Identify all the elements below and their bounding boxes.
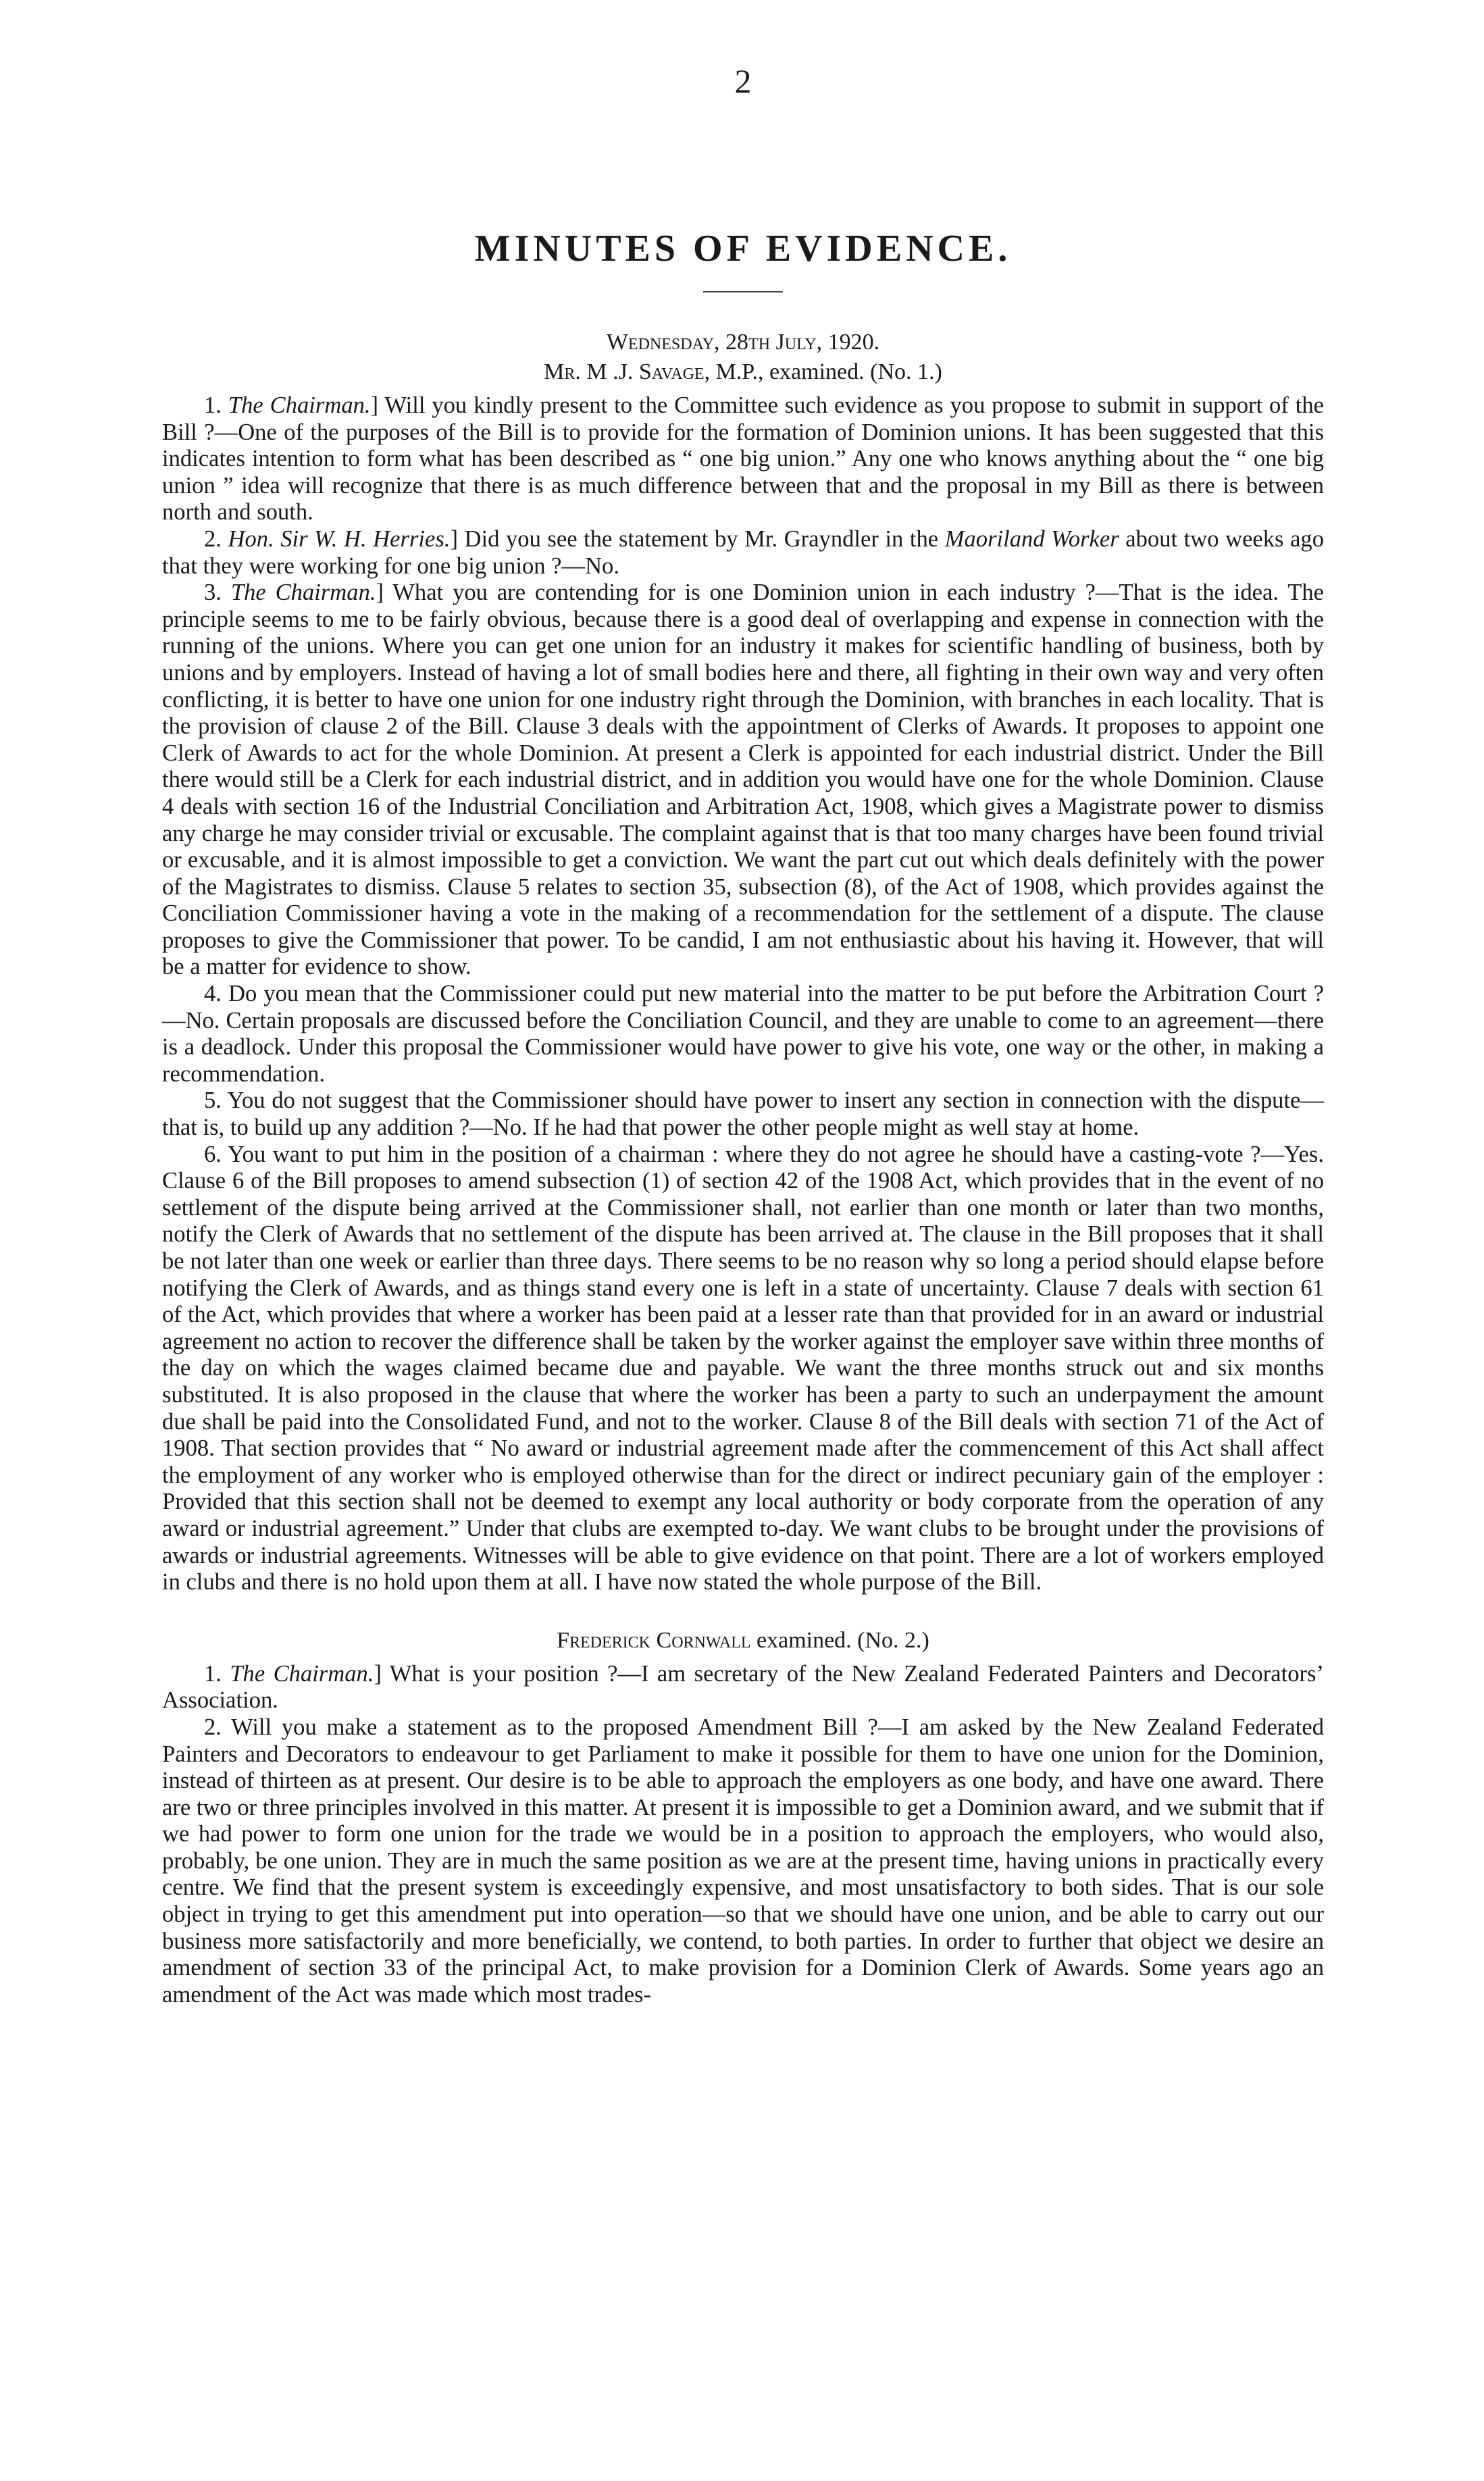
title-divider xyxy=(703,291,783,292)
witness-name: Frederick Cornwall xyxy=(557,1627,751,1653)
question-number: 2. xyxy=(204,526,222,552)
page-title: MINUTES OF EVIDENCE. xyxy=(474,228,1012,270)
witness-section-savage xyxy=(162,357,1324,1596)
witness-section-cornwall xyxy=(162,1626,1324,2009)
speaker: The Chairman. xyxy=(230,1660,374,1687)
paragraph-text: ] Did you see the statement by Mr. Grayndler in the xyxy=(450,526,945,552)
newspaper-title: Maoriland Worker xyxy=(944,526,1119,552)
paragraph-text: about two weeks ago that they were working for one big union ?—No. xyxy=(162,526,1324,579)
speaker: The Chairman. xyxy=(230,580,376,606)
paragraph-text: You do not suggest that the Commissioner should have power to insert any section in connection with the dispute—that is, to build up any addition ?—No. If he had that power the other people might as well stay at home. xyxy=(162,1088,1324,1141)
question-number: 1. xyxy=(204,392,222,418)
witness-heading-rest: examined. (No. 1.) xyxy=(763,359,942,384)
evidence-paragraph xyxy=(162,526,1324,580)
evidence-paragraph xyxy=(162,1142,1324,1596)
paragraph-text: You want to put him in the position of a chairman : where they do not agree he should have a casting-vote ?—Yes. Clause 6 of the Bill proposes to amend subsection (1) of section 42 of the 1908 Act, which provides that in the event of no settlement of the dispute being arrived at the Commissioner shall, not earlier than one month or later than two months, notify the Clerk of Awards that no settlement of the dispute has been arrived at. The clause in the Bill proposes that it shall be not later than one week or earlier than three days. There seems to be no reason why so long a period should elapse before notifying the Clerk of Awards, and as things stand every one is left in a state of uncertainty. Clause 7 deals with section 61 of the Act, which provides that where a worker has been paid at a lesser rate than that provided for in an award or industrial agreement no action to recover the difference shall be taken by the worker against the employer save within three months of the day on which the wages claimed became due and payable. We want the three months struck out and six months substituted. It is also proposed in the clause that where the worker has been a party to such an underpayment the amount due shall be paid into the Consolidated Fund, and not to the worker. Clause 8 of the Bill deals with section 71 of the Act of 1908. That section provides that “ No award or industrial agreement made after the commencement of this Act shall affect the employment of any worker who is employed otherwise than for the direct or indirect pecuniary gain of the employer : Provided that this section shall not be deemed to exempt any local authority or body corporate from the operation of any award or industrial agreement.” Under that clubs are exempted to-day. We want clubs to be brought under the provisions of awards or industrial agreements. Witnesses will be able to give evidence on that point. There are a lot of workers employed in clubs and there is no hold upon them at all. I have now stated the whole purpose of the Bill. xyxy=(162,1141,1324,1595)
evidence-paragraph xyxy=(162,1714,1324,2009)
question-number: 1. xyxy=(204,1660,222,1687)
paragraph-text: ] Will you kindly present to the Committee such evidence as you propose to submit in support of the Bill ?—One of the purposes of the Bill is to provide for the formation of Dominion unions. It has been suggested that this indicates intention to form what has been described as “ one big union.” Any one who knows anything about the “ one big union ” idea will recognize that there is as much difference between that and the proposal in my Bill as there is between north and south. xyxy=(162,392,1324,526)
page-number: 2 xyxy=(734,62,752,100)
paragraph-text: ] What you are contending for is one Dominion union in each industry ?—That is the idea. The principle seems to me to be fairly obvious, because there is a good deal of overlapping and expense in connection with the running of the unions. Where you can get one union for an industry it makes for scientific handling of business, both by unions and by employers. Instead of having a lot of small bodies here and there, all fighting in their own way and very often conflicting, it is better to have one union for one industry right through the Dominion, with branches in each locality. That is the provision of clause 2 of the Bill. Clause 3 deals with the appointment of Clerks of Awards. It proposes to appoint one Clerk of Awards to act for the whole Dominion. At present a Clerk is appointed for each industrial district. Under the Bill there would still be a Clerk for each industrial district, and in addition you would have one for the whole Dominion. Clause 4 deals with section 16 of the Industrial Conciliation and Arbitration Act, 1908, which gives a Magistrate power to dismiss any charge he may consider trivial or excusable. The complaint against that is that too many charges have been found trivial or excusable, and it is almost impossible to get a conviction. We want the part cut out which deals definitely with the power of the Magistrates to dismiss. Clause 5 relates to section 35, subsection (8), of the Act of 1908, which provides against the Conciliation Commissioner having a vote in the making of a recommendation for the settlement of a dispute. The clause proposes to give the Commissioner that power. To be candid, I am not enthusiastic about his having it. However, that will be a matter for evidence to show. xyxy=(162,580,1324,980)
document-page xyxy=(162,61,1324,2008)
evidence-paragraph xyxy=(162,1088,1324,1141)
evidence-paragraph xyxy=(162,580,1324,981)
question-number: 2. xyxy=(204,1714,222,1740)
speaker: Hon. Sir W. H. Herries. xyxy=(228,526,451,552)
question-number: 5. xyxy=(204,1088,222,1114)
witness-heading xyxy=(162,357,1324,387)
question-number: 6. xyxy=(204,1141,222,1167)
speaker: The Chairman. xyxy=(228,392,371,418)
question-number: 4. xyxy=(204,981,222,1007)
evidence-paragraph xyxy=(162,1661,1324,1714)
witness-heading xyxy=(162,1626,1324,1656)
hearing-date: Wednesday, 28th July, 1920. xyxy=(606,330,880,355)
paragraph-text: ] What is your position ?—I am secretary of the New Zealand Federated Painters and Decorators’ Association. xyxy=(162,1660,1324,1714)
witness-name: Mr. M .J. Savage, M.P., xyxy=(544,359,764,384)
evidence-paragraph xyxy=(162,981,1324,1088)
evidence-paragraph xyxy=(162,392,1324,526)
witness-heading-rest: examined. (No. 2.) xyxy=(750,1627,929,1653)
question-number: 3. xyxy=(204,580,222,606)
paragraph-text: Will you make a statement as to the proposed Amendment Bill ?—I am asked by the New Zealand Federated Painters and Decorators to endeavour to get Parliament to make it possible for them to have one union for the Dominion, instead of thirteen as at present. Our desire is to be able to approach the employers as one body, and have one award. There are two or three principles involved in this matter. At present it is impossible to get a Dominion award, and we submit that if we had power to form one union for the trade we would be in a position to approach the employers, who would also, probably, be one union. They are in much the same position as we are at the present time, having unions in practically every centre. We find that the present system is exceedingly expensive, and most unsatisfactory to both sides. That is our sole object in trying to get this amendment put into operation—so that we should have one union, and be able to carry out our business more satisfactorily and more beneficially, we contend, to both parties. In order to further that object we desire an amendment of section 33 of the principal Act, to make provision for a Dominion Clerk of Awards. Some years ago an amendment of the Act was made which most trades- xyxy=(162,1714,1324,2007)
paragraph-text: Do you mean that the Commissioner could put new material into the matter to be put before the Arbitration Court ?—No. Certain proposals are discussed before the Conciliation Council, and they are unable to come to an agreement—there is a deadlock. Under this proposal the Commissioner would have power to give his vote, one way or the other, in making a recommendation. xyxy=(162,981,1324,1087)
